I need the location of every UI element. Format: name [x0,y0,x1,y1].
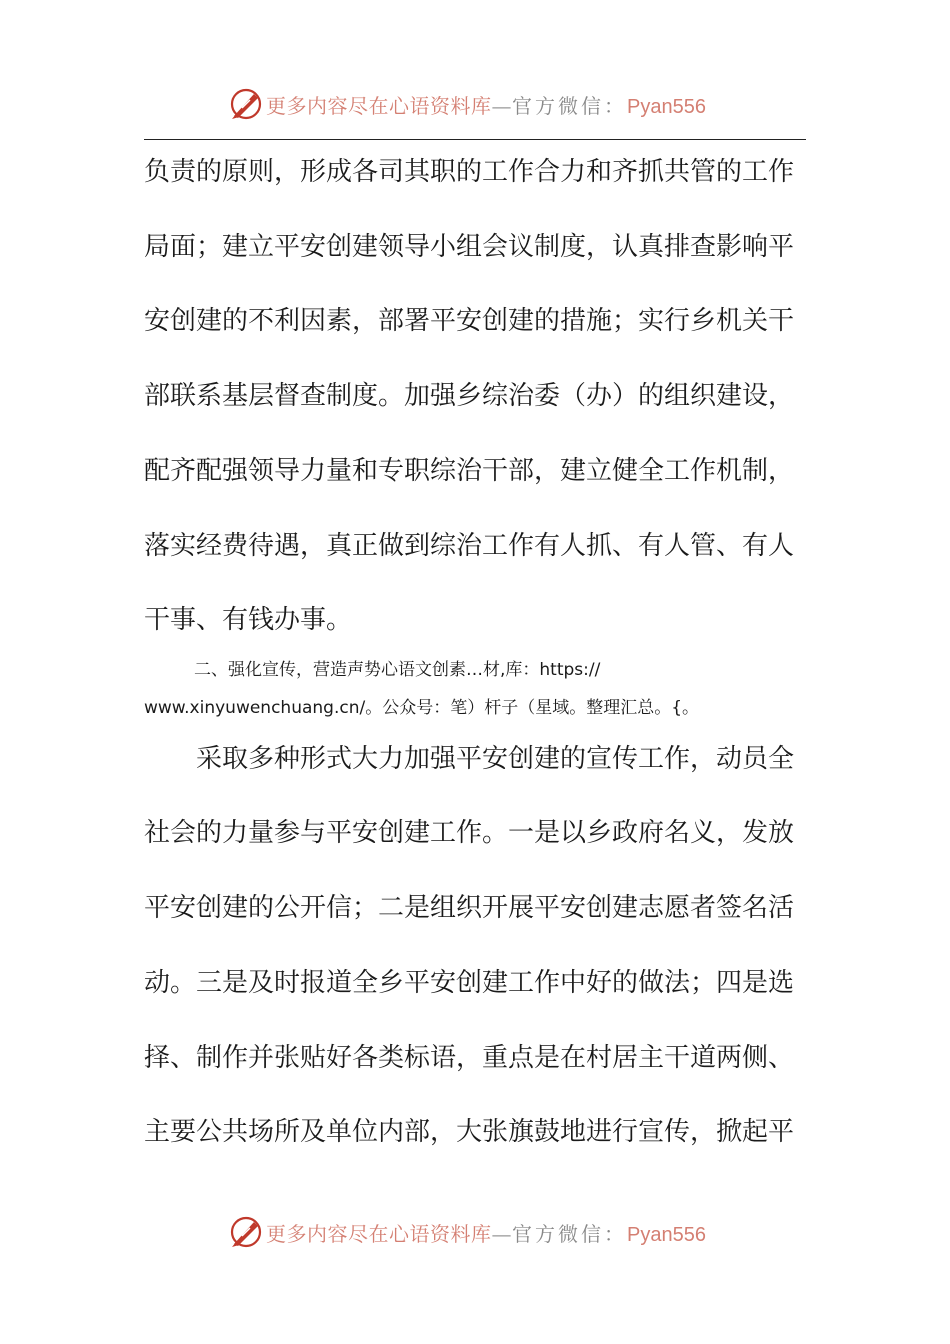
text-line: 采取多种形式大力加强平安创建的宣传工作，动员全 [196,744,795,774]
header-label: 官方微信： [512,94,627,118]
text-line: 负责的原则，形成各司其职的工作合力和齐抓共管的工作 [144,157,795,187]
header-banner [0,84,950,124]
text-line: 择、制作并张贴好各类标语，重点是在村居主干道两侧、 [144,1043,795,1073]
text-line: 平安创建的公开信；二是组织开展平安创建志愿者签名活 [144,893,795,923]
text-line: 安创建的不利因素，部署平安创建的措施；实行乡机关干 [144,306,795,336]
text-line: 局面；建立平安创建领导小组会议制度，认真排查影响平 [144,232,795,262]
header-wechat-id: Pyan556 [627,96,706,118]
footer-banner [0,1212,950,1252]
pen-logo-icon [228,86,264,122]
header-divider [144,139,806,140]
note-line: www.xinyuwenchuang.cn/。公众号：笔）杆子（星域。整理汇总。{。 [144,698,700,718]
header-brand: 更多内容尽在心语资料库 [266,94,492,118]
note-line: 二、强化宣传，营造声势心语文创素…材,库：https:// [194,660,601,680]
footer-brand: 更多内容尽在心语资料库 [266,1222,492,1246]
footer-wechat-id: Pyan556 [627,1224,706,1246]
text-line: 社会的力量参与平安创建工作。一是以乡政府名义，发放 [144,818,795,848]
text-line: 配齐配强领导力量和专职综治干部，建立健全工作机制， [144,456,795,486]
text-line: 干事、有钱办事。 [144,605,353,635]
pen-logo-icon [228,1214,264,1250]
text-line: 落实经费待遇，真正做到综治工作有人抓、有人管、有人 [144,531,795,561]
header-brand-text [266,90,706,119]
footer-label: 官方微信： [512,1222,627,1246]
footer-dash: — [491,1222,512,1246]
footer-brand-text [266,1218,706,1247]
text-line: 动。三是及时报道全乡平安创建工作中好的做法；四是选 [144,968,795,998]
header-dash: — [491,94,512,118]
text-line: 主要公共场所及单位内部，大张旗鼓地进行宣传，掀起平 [144,1117,795,1147]
text-line: 部联系基层督查制度。加强乡综治委（办）的组织建设， [144,381,795,411]
